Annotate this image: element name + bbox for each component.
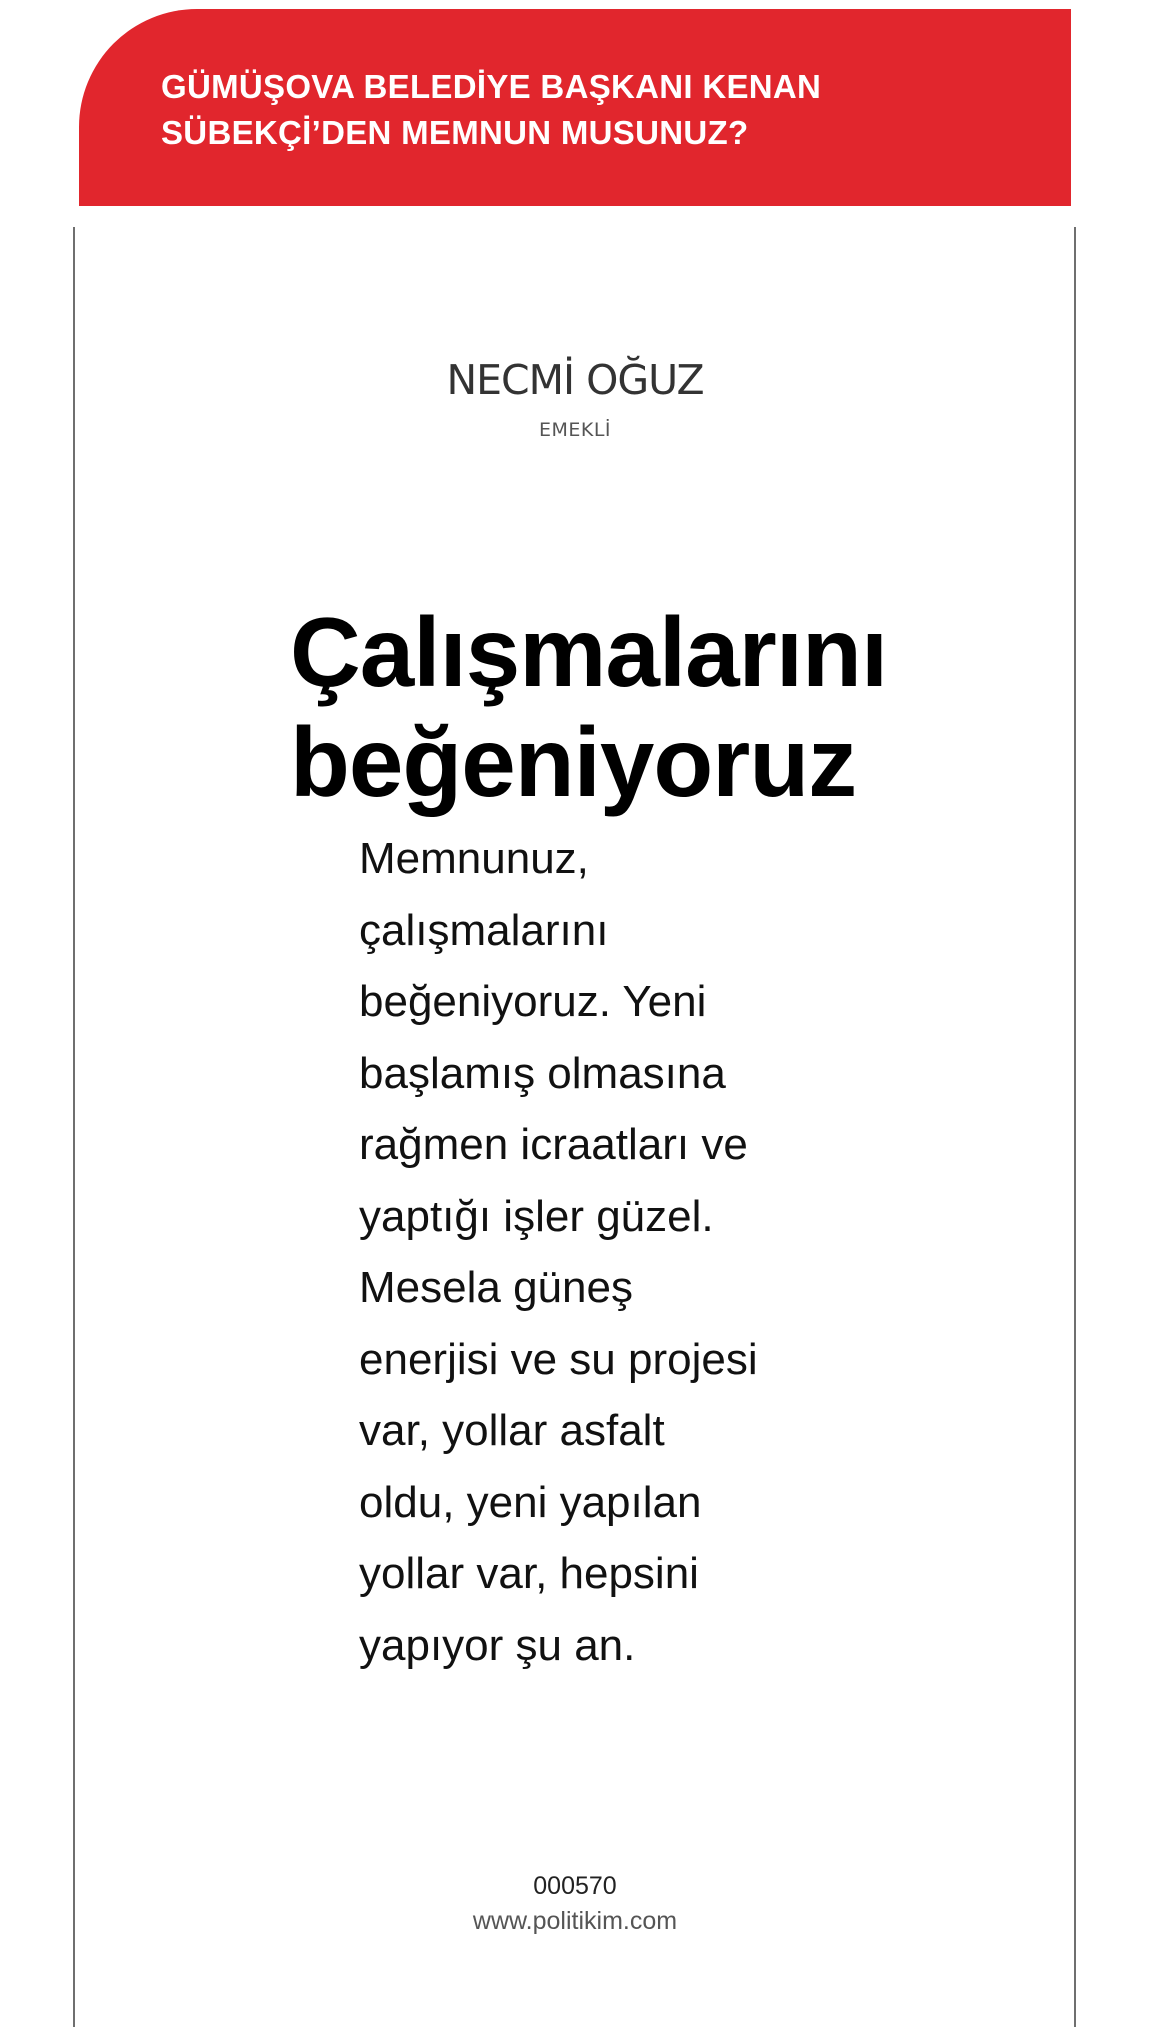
quote-line: beğeniyoruz. Yeni: [359, 977, 707, 1026]
website-url: www.politikim.com: [472, 1907, 678, 1935]
quote-line: oldu, yeni yapılan: [359, 1477, 702, 1527]
quote-line: Memnunuz,: [359, 834, 589, 883]
quote-line: enerjisi ve su projesi: [359, 1334, 758, 1384]
quote-line: başlamış olmasına: [359, 1048, 726, 1098]
quote-text: [359, 823, 879, 1681]
quote-line: var, yollar asfalt: [359, 1406, 665, 1455]
quote-line: yapıyor şu an.: [359, 1620, 636, 1670]
headline-line: beğeniyoruz: [290, 707, 857, 817]
person-role: EMEKLİ: [538, 419, 612, 441]
quote-line: Mesela güneş: [359, 1263, 633, 1312]
reference-code: 000570: [533, 1872, 617, 1900]
header-title: [161, 64, 1071, 156]
quote-line: yaptığı işler güzel.: [359, 1191, 714, 1241]
quote-line: rağmen icraatları ve: [359, 1120, 748, 1169]
headline-line: Çalışmalarını: [290, 597, 888, 707]
header-title-line: GÜMÜŞOVA BELEDİYE BAŞKANI KENAN: [161, 68, 822, 105]
header-banner: [79, 9, 1071, 206]
headline: [290, 597, 1050, 817]
person-name: NECMİ OĞUZ: [446, 356, 704, 404]
quote-line: çalışmalarını: [359, 905, 609, 955]
header-title-line: SÜBEKÇİ’DEN MEMNUN MUSUNUZ?: [161, 114, 749, 151]
quote-line: yollar var, hepsini: [359, 1549, 699, 1598]
